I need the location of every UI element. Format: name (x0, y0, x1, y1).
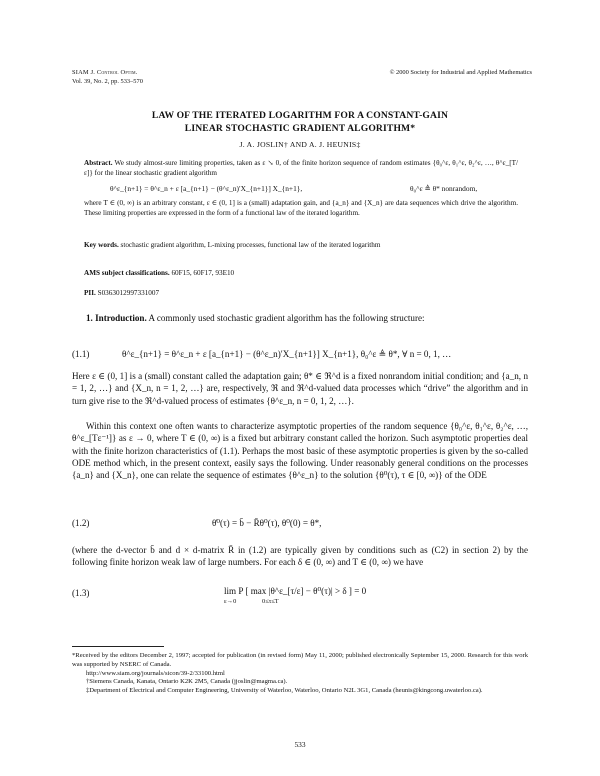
title-line-2: LINEAR STOCHASTIC GRADIENT ALGORITHM* (184, 123, 416, 134)
introduction (72, 312, 528, 324)
ams-classification (84, 268, 518, 278)
ams-label: AMS subject classifications. (84, 269, 170, 277)
journal-name: SIAM J. Control Optim. (72, 69, 138, 76)
equation-1-1: θ^ε_{n+1} = θ^ε_n + ε [a_{n+1} − (θ^ε_n)′X_{n+1}] X_{n+1}, θ₀^ε ≜ θ*, ∀ n = 0, 1, … (122, 349, 452, 359)
page-number: 533 (294, 740, 306, 749)
abstract-equation-side: θ₀^ε ≜ θ* nonrandom, (410, 184, 478, 193)
equation-1-3-max-subscript: 0≤τ≤T (262, 598, 279, 605)
running-header-left (72, 69, 143, 86)
equation-1-2-number: (1.2) (72, 518, 90, 528)
footnote-author-1: †Siemens Canada, Kanata, Ontario K2K 2M5, Canada (jjoslin@magma.ca). (86, 678, 288, 686)
copyright-notice: © 2000 Society for Industrial and Applied Mathematics (389, 69, 532, 76)
abstract-text-2: where T ∈ (0, ∞) is an arbitrary constant, ε ∈ (0, 1] is a (small) adaptation gain, and {a_n} and {X_n} are data sequences which drive the algorithm. These limiting properties are expressed in the form of a functional law of the iterated logarithm. (84, 199, 518, 218)
abstract (84, 158, 518, 179)
equation-1-3-lim-subscript: ε→0 (224, 598, 237, 605)
paragraph-1: Here ε ∈ (0, 1] is a (small) constant called the adaptation gain; θ* ∈ ℜ^d is a fixed nonrandom initial condition; and {a_n, n = 1, 2, …} and {X_n, n = 1, 2, …} are, respectively, ℜ and ℜ^d-valued data processes which “drive” the algorithm and in turn give rise to the ℜ^d-valued process of estimates {θ^ε_n, n = 0, 1, 2, …}. (72, 371, 528, 406)
paper-title (60, 109, 540, 135)
keywords (84, 240, 518, 250)
intro-heading: 1. Introduction. (86, 313, 147, 323)
authors: J. A. JOSLIN† AND A. J. HEUNIS‡ (239, 140, 361, 149)
abstract-label: Abstract. (84, 159, 113, 167)
footnote-rule (72, 646, 164, 647)
pii-text: S0363012997331007 (97, 289, 160, 297)
ams-text: 60F15, 60F17, 93E10 (171, 269, 235, 277)
equation-1-3: lim P [ max |θ^ε_[τ/ε] − θ⁰(τ)| > δ ] = 0 (224, 586, 367, 596)
pii-label: PII. (84, 289, 96, 297)
footnote-url[interactable]: http://www.siam.org/journals/sicon/39-2/33100.html (86, 669, 225, 677)
equation-1-3-number: (1.3) (72, 588, 90, 598)
running-header-right (390, 69, 532, 78)
abstract-text-1: We study almost-sure limiting properties, taken as ε ↘ 0, of the finite horizon sequence of random estimates {θ₀^ε, θ₁^ε, θ₂^ε, …, θ^ε_[T/ε]} for the linear stochastic gradient algorithm (84, 159, 518, 178)
abstract-equation: θ^ε_{n+1} = θ^ε_n + ε [a_{n+1} − (θ^ε_n)′X_{n+1}] X_{n+1}, (110, 184, 303, 193)
title-line-1: LAW OF THE ITERATED LOGARITHM FOR A CONSTANT-GAIN (151, 110, 449, 121)
equation-1-2: θ̇⁰(τ) = b̄ − R̄θ⁰(τ), θ⁰(0) = θ*, (212, 518, 322, 528)
pii (84, 288, 518, 298)
equation-1-1-number: (1.1) (72, 349, 90, 359)
keywords-text: stochastic gradient algorithm, L-mixing processes, functional law of the iterated logarithm (120, 241, 381, 249)
footnotes (72, 652, 528, 696)
footnote-author-2: ‡Department of Electrical and Computer Engineering, University of Waterloo, Waterloo, Ontario N2L 3G1, Canada (heunis@kingcong.uwaterloo.ca). (86, 687, 483, 695)
intro-text: A commonly used stochastic gradient algorithm has the following structure: (148, 313, 425, 323)
volume-info: Vol. 39, No. 2, pp. 533–570 (72, 77, 143, 85)
paragraph-3: (where the d-vector b̄ and d × d-matrix R̄ in (1.2) are typically given by conditions such as (C2) in section 2) by the following finite horizon weak law of large numbers. For each δ ∈ (0, ∞) and T ∈ (0, ∞) we have (72, 545, 528, 568)
paragraph-2: Within this context one often wants to characterize asymptotic properties of the random sequence {θ₀^ε, θ₁^ε, θ₂^ε, …, θ^ε_[Tε⁻¹]} as ε → 0, where T ∈ (0, ∞) is a fixed but arbitrary constant called the horizon. Such asymptotic properties deal with the finite horizon characteristics of (1.1). Perhaps the most basic of these asymptotic properties is given by the so-called ODE method which, in the present context, easily says the following. Under reasonably general conditions on the processes {a_n} and {X_n}, one can relate the sequence of estimates {θ^ε_n} to the solution {θ⁰(τ), τ ∈ [0, ∞)} of the ODE (72, 421, 528, 481)
footnote-received: *Received by the editors December 2, 1997; accepted for publication (in revised form) May 11, 2000; published electronically September 15, 2000. Research for this work was supported by NSERC of Canada. (72, 652, 528, 668)
keywords-label: Key words. (84, 241, 119, 249)
